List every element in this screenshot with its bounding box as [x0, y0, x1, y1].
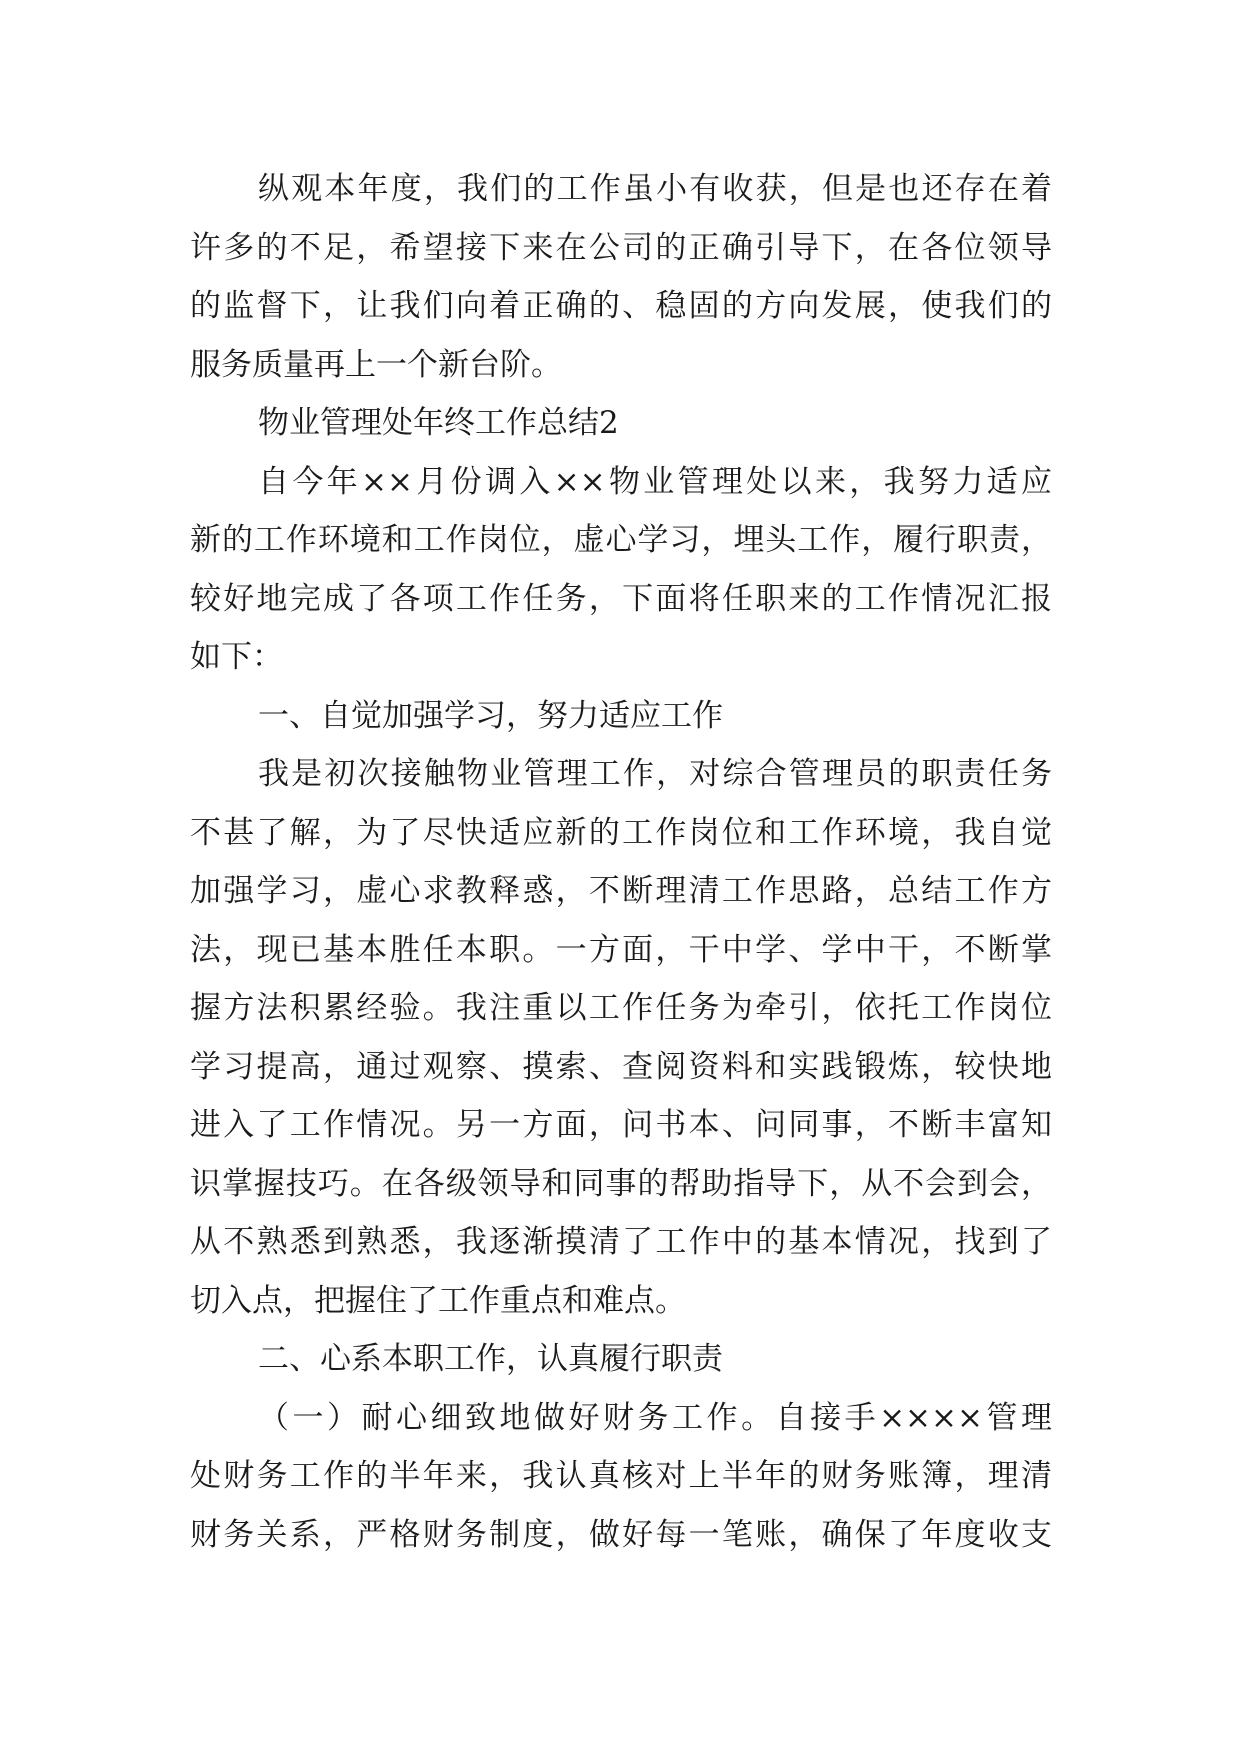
text-line: 识掌握技巧。在各级领导和同事的帮助指导下，从不会到会，	[190, 1165, 1052, 1202]
text-line: 财务关系，严格财务制度，做好每一笔账，确保了年度收支	[190, 1516, 1052, 1553]
text-line: 握方法积累经验。我注重以工作任务为牵引，依托工作岗位	[190, 990, 1052, 1026]
text-line: 从不熟悉到熟悉，我逐渐摸清了工作中的基本情况，找到了	[190, 1224, 1052, 1260]
text-line: 一、自觉加强学习，努力适应工作	[258, 697, 723, 734]
text-line: （一）耐心细致地做好财务工作。自接手××××管理	[258, 1399, 1052, 1436]
text-line: 我是初次接触物业管理工作，对综合管理员的职责任务	[258, 756, 1052, 792]
text-line: 如下：	[190, 639, 283, 675]
text-line: 进入了工作情况。另一方面，问书本、问同事，不断丰富知	[190, 1107, 1052, 1143]
text-line: 服务质量再上一个新台阶。	[190, 346, 562, 383]
text-line: 新的工作环境和工作岗位，虚心学习，埋头工作，履行职责，	[190, 522, 1052, 558]
text-line: 学习提高，通过观察、摸索、查阅资料和实践锻炼，较快地	[190, 1048, 1052, 1085]
text-line: 较好地完成了各项工作任务，下面将任职来的工作情况汇报	[190, 580, 1052, 617]
text-line: 二、心系本职工作，认真履行职责	[258, 1341, 723, 1377]
text-line: 许多的不足，希望接下来在公司的正确引导下，在各位领导	[190, 229, 1052, 266]
text-line: 自今年××月份调入××物业管理处以来，我努力适应	[258, 463, 1052, 500]
text-line: 切入点，把握住了工作重点和难点。	[190, 1282, 686, 1319]
text-line: 加强学习，虚心求教释惑，不断理清工作思路，总结工作方	[190, 873, 1052, 909]
document-page	[190, 160, 1052, 1564]
text-line: 纵观本年度，我们的工作虽小有收获，但是也还存在着	[258, 171, 1052, 207]
text-line: 处财务工作的半年来，我认真核对上半年的财务账簿，理清	[190, 1458, 1052, 1494]
text-line: 法，现已基本胜任本职。一方面，干中学、学中干，不断掌	[190, 931, 1052, 968]
text-line: 物业管理处年终工作总结2	[258, 405, 619, 441]
text-line: 不甚了解，为了尽快适应新的工作岗位和工作环境，我自觉	[190, 814, 1052, 851]
text-line: 的监督下，让我们向着正确的、稳固的方向发展，使我们的	[190, 288, 1052, 324]
